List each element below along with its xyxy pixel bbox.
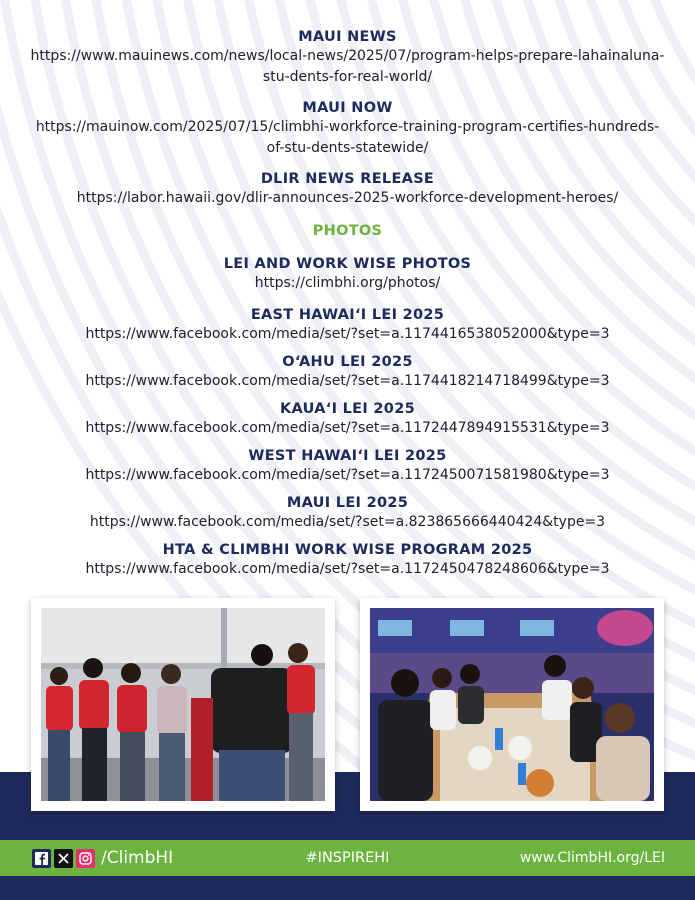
photo-link-maui: [0, 494, 695, 533]
photo-link-work-wise-2025: [0, 541, 695, 580]
photo-students-group: [31, 598, 335, 811]
footer-bar: [0, 840, 695, 876]
press-heading: DLIR NEWS RELEASE: [260, 171, 435, 187]
photo-link-url[interactable]: https://www.facebook.com/media/set/?set=a.1172450478248606&type=3: [85, 561, 610, 577]
photo-link-heading: OʻAHU LEI 2025: [282, 354, 413, 370]
photo-link-url[interactable]: https://www.facebook.com/media/set/?set=a.1172450071581980&type=3: [85, 467, 610, 483]
photo-link-east-hawaii: [0, 306, 695, 345]
photo-link-heading: HTA & CLIMBHI WORK WISE PROGRAM 2025: [162, 542, 533, 558]
press-maui-now: [0, 99, 695, 159]
hashtag: #INSPIREHI: [305, 850, 390, 866]
social-handle[interactable]: /ClimbHI: [101, 848, 174, 868]
photo-link-heading: MAUI LEI 2025: [286, 495, 409, 511]
press-maui-news: [0, 28, 695, 88]
photo-link-url[interactable]: https://www.facebook.com/media/set/?set=a.1174416538052000&type=3: [85, 326, 610, 342]
press-heading: MAUI NEWS: [298, 29, 397, 45]
photo-link-oahu: [0, 353, 695, 392]
photo-link-heading: EAST HAWAIʻI LEI 2025: [250, 307, 445, 323]
photo-link-url[interactable]: https://www.facebook.com/media/set/?set=a.1172447894915531&type=3: [85, 420, 610, 436]
website-link[interactable]: www.ClimbHI.org/LEI: [519, 850, 665, 866]
photo-link-url[interactable]: https://www.facebook.com/media/set/?set=a.823865666440424&type=3: [89, 514, 606, 530]
photo-link-kauai: [0, 400, 695, 439]
photo-link-heading: KAUAʻI LEI 2025: [280, 401, 415, 417]
links-section: [0, 28, 695, 588]
photos-section-title: PHOTOS: [312, 223, 383, 239]
photo-link-heading: LEI AND WORK WISE PHOTOS: [223, 256, 472, 272]
photo-link-url[interactable]: https://climbhi.org/photos/: [254, 275, 441, 291]
press-dlir: [0, 170, 695, 209]
press-link[interactable]: https://mauinow.com/2025/07/15/climbhi-workforce-training-program-certifies-hundreds-of-stu-dents-statewide/: [35, 119, 660, 156]
press-link[interactable]: https://labor.hawaii.gov/dlir-announces-2025-workforce-development-heroes/: [76, 190, 619, 206]
press-heading: MAUI NOW: [302, 100, 393, 116]
photo-link-west-hawaii: [0, 447, 695, 486]
photo-link-url[interactable]: https://www.facebook.com/media/set/?set=a.1174418214718499&type=3: [85, 373, 610, 389]
photo-link-lei-work-wise: [0, 255, 695, 294]
photo-bowling-dinner: [360, 598, 664, 811]
photo-link-heading: WEST HAWAIʻI LEI 2025: [248, 448, 447, 464]
press-link[interactable]: https://www.mauinews.com/news/local-news/2025/07/program-helps-prepare-lahainaluna-stu-dents-for-real-world/: [30, 48, 665, 85]
